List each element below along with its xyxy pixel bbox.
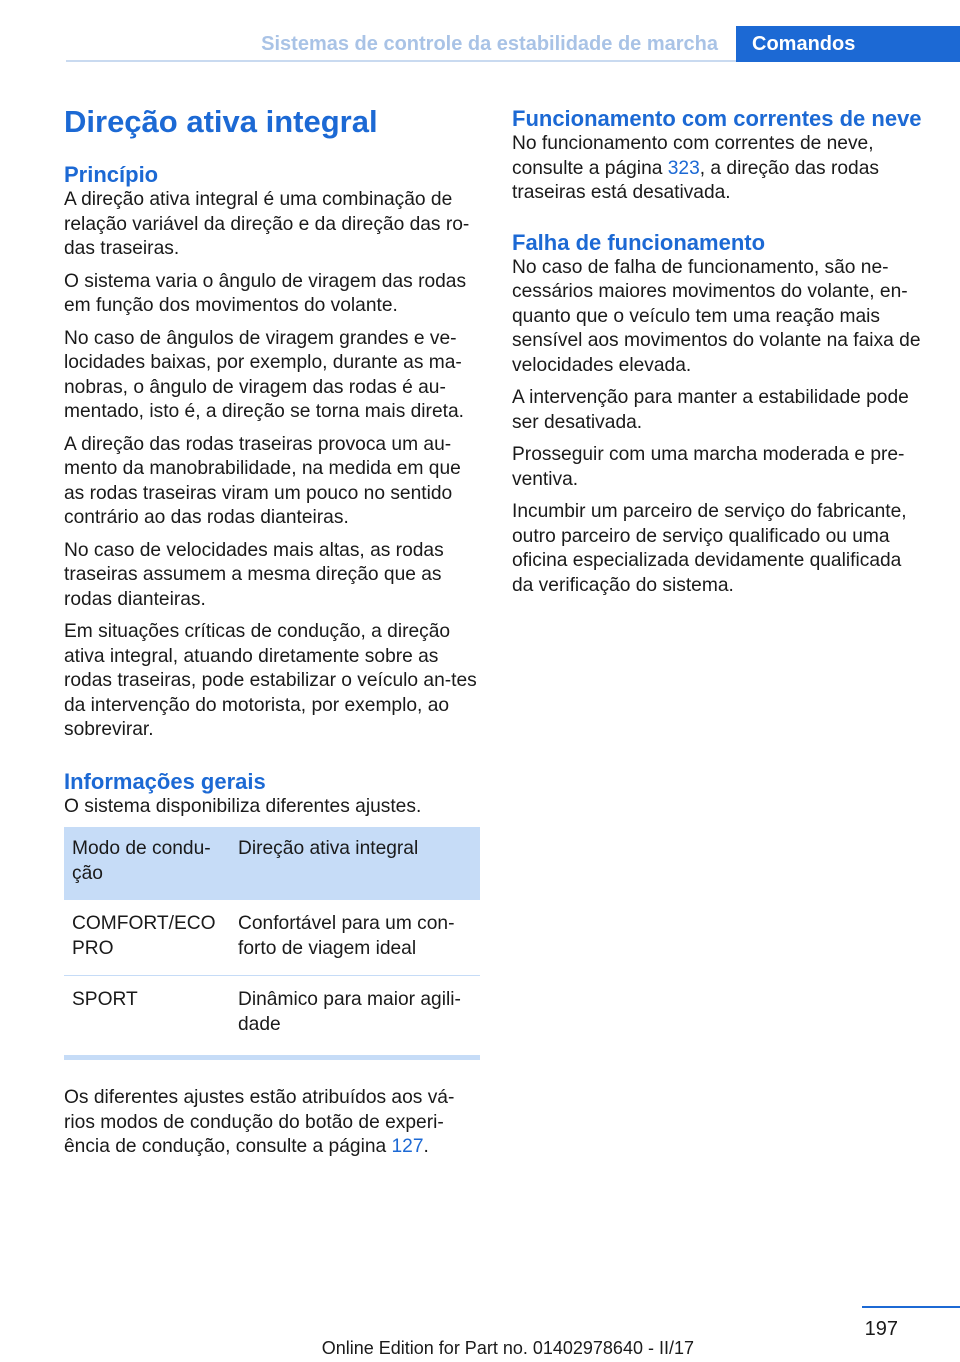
principle-paragraph-6: Em situações críticas de condução, a direção ativa integral, atuando diretamente sobre as rodas traseiras, pode estabilizar o veículo an-tes da intervenção do motorista, por exemplo, ao sobrevirar. bbox=[64, 621, 477, 740]
principle-paragraph-2: O sistema varia o ângulo de viragem das rodas em função dos movimentos do volante. bbox=[64, 270, 467, 316]
principle-paragraph-3: No caso de ângulos de viragem grandes e ve-locidades baixas, por exemplo, durante as ma-nobras, o ângulo de viragem das rodas é au-mentado, isto é, a direção se torna mais direta. bbox=[64, 327, 464, 422]
table-header-mode: Modo de condu-ção bbox=[72, 838, 211, 884]
principle-heading: Princípio bbox=[64, 162, 159, 187]
page-reference-link[interactable]: 127 bbox=[391, 1136, 424, 1157]
running-header-section: Sistemas de controle da estabilidade de marcha bbox=[66, 26, 736, 62]
table-cell-mode: SPORT bbox=[72, 989, 138, 1010]
principle-paragraph-5: No caso de velocidades mais altas, as rodas traseiras assumem a mesma direção que as rodas dianteiras. bbox=[64, 539, 444, 610]
edition-footer: Online Edition for Part no. 01402978640 - II/17 bbox=[321, 1338, 694, 1358]
snow-chains-text-before: No funcionamento com correntes de neve, consulte a página bbox=[512, 133, 874, 179]
footer-rule bbox=[862, 1306, 960, 1308]
table-cell-steering: Dinâmico para maior agili-dade bbox=[238, 989, 461, 1035]
snow-chains-heading: Funcionamento com correntes de neve bbox=[512, 106, 922, 131]
chapter-tab: Comandos bbox=[736, 26, 960, 62]
right-column bbox=[512, 96, 924, 606]
malfunction-paragraph-2: A intervenção para manter a estabilidade pode ser desativada. bbox=[512, 387, 909, 433]
principle-paragraph-1: A direção ativa integral é uma combinação de relação variável da direção e da direção das ro-das traseiras. bbox=[64, 189, 470, 259]
page-number: 197 bbox=[864, 1318, 898, 1340]
malfunction-paragraph-3: Prosseguir com uma marcha moderada e pre-ventiva. bbox=[512, 444, 905, 490]
snow-chains-paragraph bbox=[512, 132, 924, 206]
snow-chains-text-after: , a direção das rodas traseiras está desativada. bbox=[512, 157, 879, 203]
after-table-text: Os diferentes ajustes estão atribuídos aos vá-rios modos de condução do botão de experi-ência de condução, consulte a página bbox=[64, 1087, 455, 1157]
driving-mode-table bbox=[64, 827, 480, 1060]
table-header-steering: Direção ativa integral bbox=[238, 838, 419, 859]
general-info-intro: O sistema disponibiliza diferentes ajustes. bbox=[64, 795, 422, 817]
table-cell-steering: Confortável para um con-forto de viagem ideal bbox=[238, 913, 455, 959]
page-reference-link[interactable]: 323 bbox=[667, 157, 700, 179]
general-info-heading: Informações gerais bbox=[64, 768, 266, 794]
after-table-paragraph bbox=[64, 1086, 480, 1160]
left-column bbox=[64, 96, 480, 1168]
principle-paragraph-4: A direção das rodas traseiras provoca um au-mento da manobrabilidade, na medida em que as rodas traseiras viram um pouco no sentido contrário ao das rodas dianteiras. bbox=[64, 433, 461, 528]
table-row bbox=[64, 976, 480, 1058]
after-table-end: . bbox=[423, 1136, 429, 1157]
table-row bbox=[64, 900, 480, 976]
page-title: Direção ativa integral bbox=[64, 104, 378, 139]
malfunction-paragraph-4: Incumbir um parceiro de serviço do fabricante, outro parceiro de serviço qualificado ou uma oficina especializada devidamente qualificada da verificação do sistema. bbox=[512, 501, 907, 596]
malfunction-paragraph-1: No caso de falha de funcionamento, são ne-cessários maiores movimentos do volante, en-quanto que o veículo tem uma reação mais sensível aos movimentos do volante na faixa de velocidades elevada. bbox=[512, 256, 921, 376]
table-cell-mode: COMFORT/ECO PRO bbox=[72, 913, 216, 959]
table-header-row bbox=[64, 827, 480, 900]
malfunction-heading: Falha de funcionamento bbox=[512, 229, 766, 255]
